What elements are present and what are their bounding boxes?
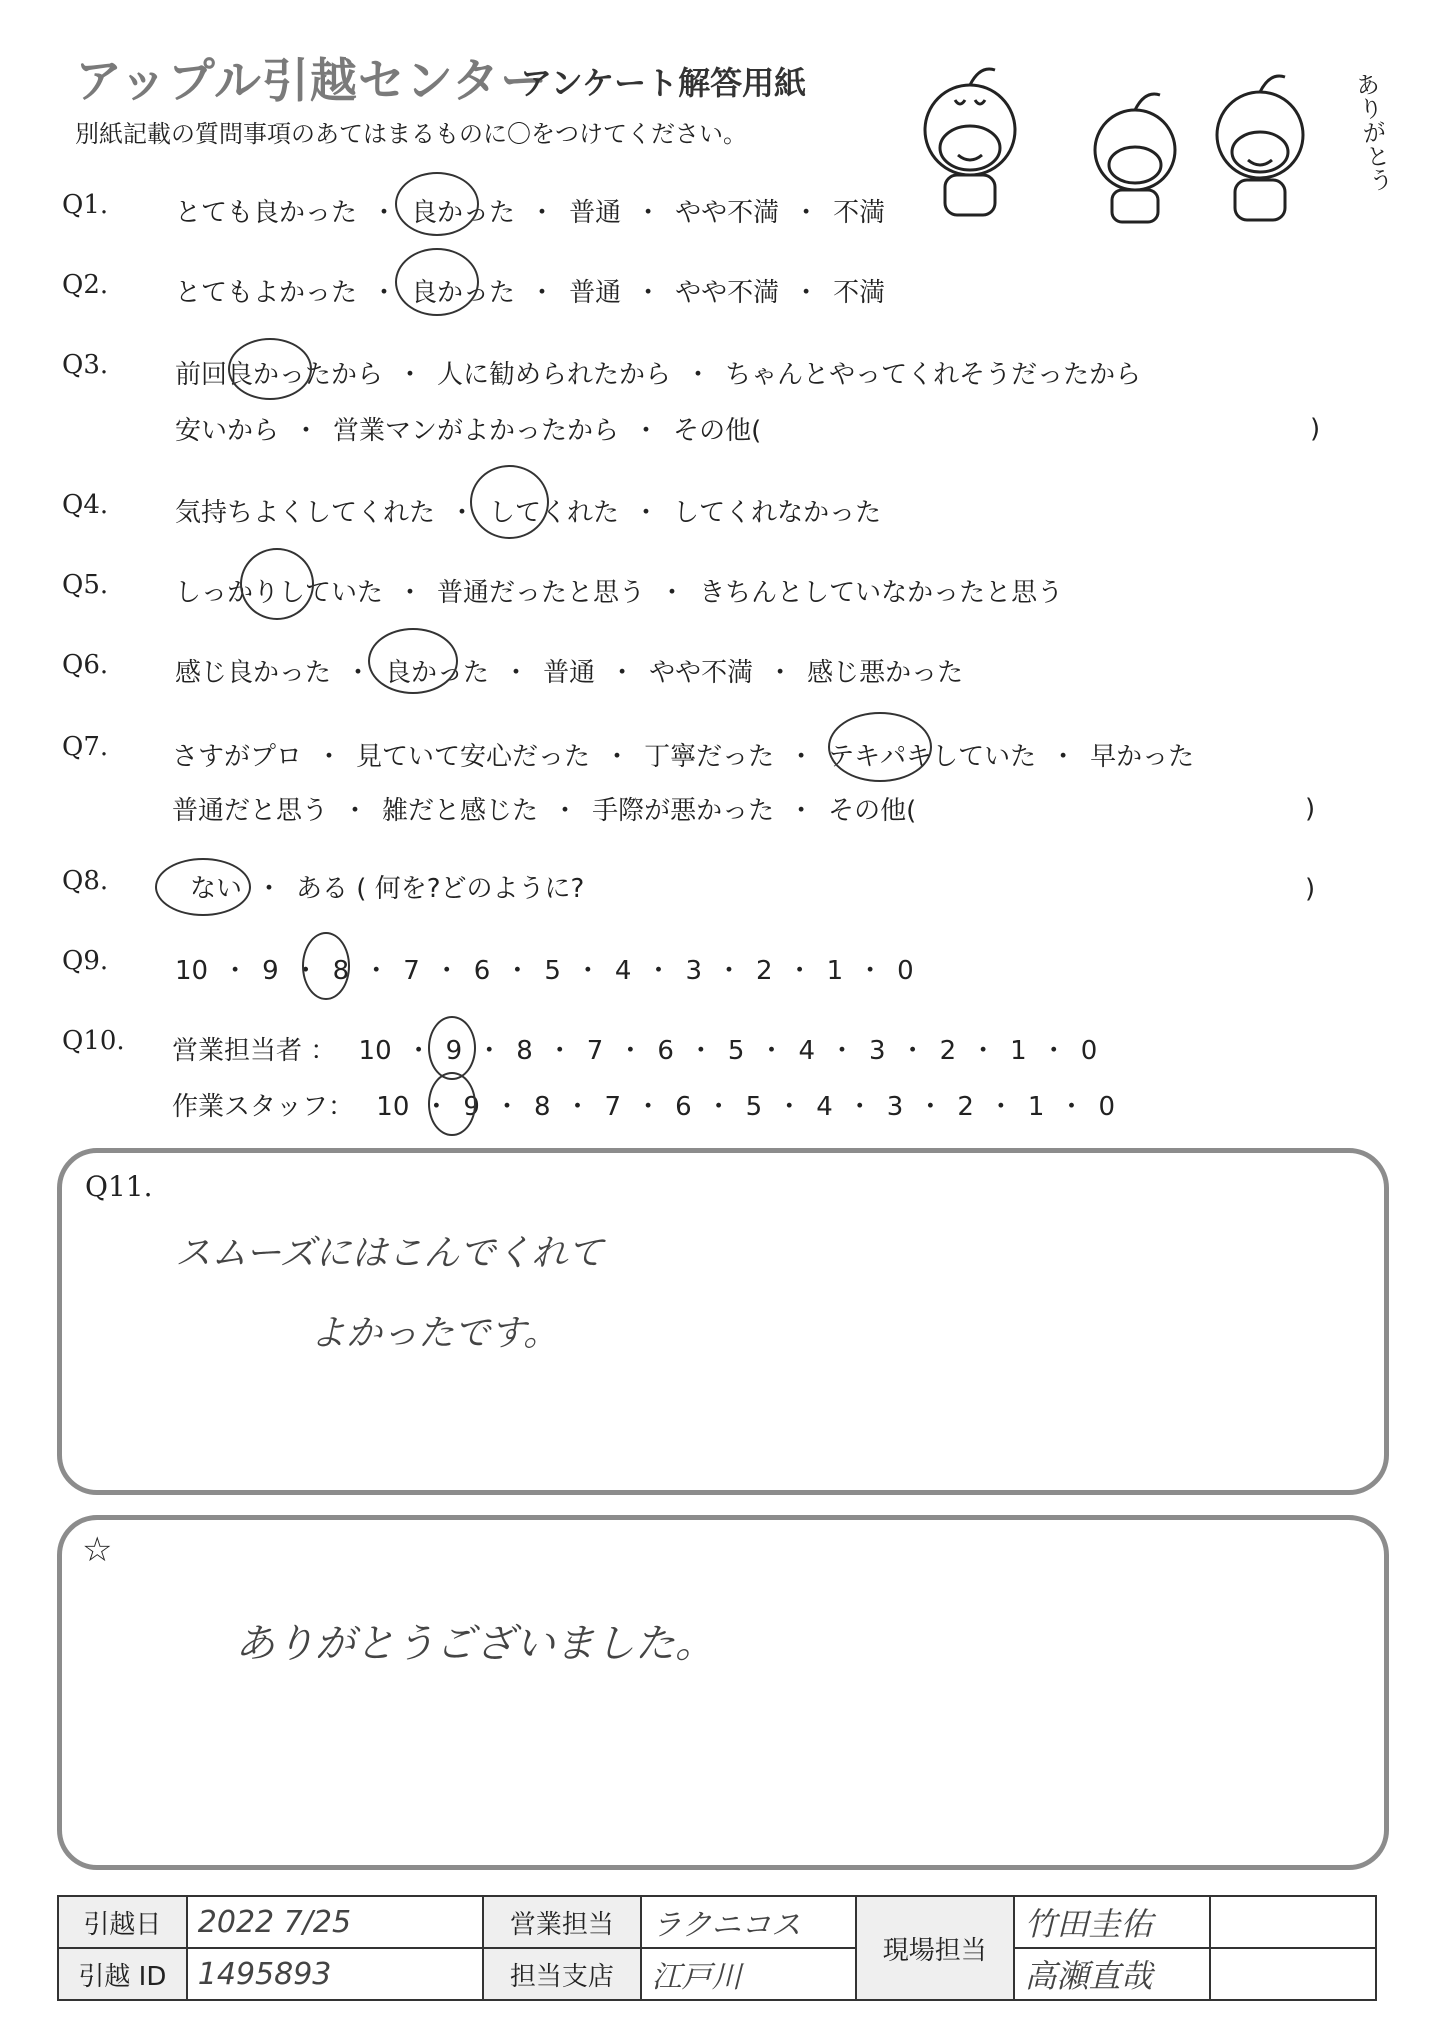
thanks-badge: ありがとう xyxy=(1349,70,1395,194)
q1-label: Q1. xyxy=(62,190,109,220)
q7-label: Q7. xyxy=(62,732,109,762)
q10-sales-row: 営業担当者 ： 10 ・ 9 ・ 8 ・ 7 ・ 6 ・ 5 ・ 4 ・ 3 ・ 2 ・ 1 ・ 0 xyxy=(172,1036,1098,1066)
q9-score[interactable]: 0 xyxy=(897,956,914,986)
q3-option[interactable]: 人に勧められたから xyxy=(437,360,672,390)
q10-sales-score[interactable]: 5 xyxy=(727,1036,745,1066)
q10-staff-row: 作業スタッフ： 10 ・ 9 ・ 8 ・ 7 ・ 6 ・ 5 ・ 4 ・ 3 ・ 2 ・ 1 ・ 0 xyxy=(172,1092,1115,1122)
q8-options: ない ・ ある ( 何を?どのように? xyxy=(190,874,585,904)
q11-comment-box[interactable] xyxy=(57,1148,1389,1495)
q9-score[interactable]: 2 xyxy=(756,956,773,986)
q8-label: Q8. xyxy=(62,866,109,896)
q4-label: Q4. xyxy=(62,490,109,520)
q3-answer-circle xyxy=(228,338,312,400)
site-staff-empty-cell xyxy=(1210,1948,1376,2000)
q10-staff-score[interactable]: 4 xyxy=(816,1092,833,1122)
q4-options: 気持ちよくしてくれた ・ してくれた ・ してくれなかった xyxy=(175,498,882,528)
site-staff-2: 高瀬直哉 xyxy=(1014,1948,1210,2000)
star-icon: ☆ xyxy=(82,1530,113,1570)
q10-staff-score[interactable]: 0 xyxy=(1098,1092,1115,1122)
q2-answer-circle xyxy=(395,248,479,316)
q3-option[interactable]: 安いから xyxy=(175,416,280,446)
q10-staff-label: 作業スタッフ： xyxy=(172,1092,355,1122)
branch-value: 江戸川 xyxy=(641,1948,856,2000)
q9-score[interactable]: 6 xyxy=(473,956,491,986)
q2-option[interactable]: やや不満 xyxy=(675,278,780,308)
q8-option[interactable]: ある ( 何を?どのように? xyxy=(296,874,585,904)
q2-option[interactable]: 普通 xyxy=(569,278,622,308)
q5-option[interactable]: 普通だったと思う xyxy=(437,578,646,608)
q7-options-line2: 普通だと思う ・ 雑だと感じた ・ 手際が悪かった ・ その他( xyxy=(172,796,917,826)
q4-answer-circle xyxy=(470,465,549,539)
instruction-text: 別紙記載の質問事項のあてはまるものに〇をつけてください。 xyxy=(75,120,747,148)
q10-sales-score[interactable]: 3 xyxy=(869,1036,886,1066)
q10-staff-score[interactable]: 5 xyxy=(745,1092,763,1122)
q1-options: とても良かった ・ 良かった ・ 普通 ・ やや不満 ・ 不満 xyxy=(175,198,886,228)
q7-answer-circle xyxy=(828,712,932,782)
q5-label: Q5. xyxy=(62,570,109,600)
q3-options-line2: 安いから ・ 営業マンがよかったから ・ その他( xyxy=(175,416,762,446)
q9-answer-circle xyxy=(302,932,350,1000)
q9-score[interactable]: 7 xyxy=(403,956,420,986)
brand-title: アップル引越センター xyxy=(75,54,548,109)
q2-label: Q2. xyxy=(62,270,109,300)
q9-scale: 10 ・ 9 ・ 8 ・ 7 ・ 6 ・ 5 ・ 4 ・ 3 ・ 2 ・ 1 ・ 0 xyxy=(175,956,914,986)
q5-options: しっかりしていた ・ 普通だったと思う ・ きちんとしていなかったと思う xyxy=(175,578,1064,608)
q11-comment-line1: スムーズにはこんでくれて xyxy=(175,1233,604,1274)
q10-sales-score[interactable]: 10 xyxy=(358,1036,392,1066)
q10-staff-score-selected[interactable]: 9 xyxy=(463,1092,480,1122)
q7-option[interactable]: さすがプロ xyxy=(172,742,303,772)
q9-score[interactable]: 9 xyxy=(262,956,279,986)
q7-option[interactable]: 普通だと思う xyxy=(172,796,329,826)
q5-option-selected[interactable]: しっかりしていた xyxy=(175,578,384,608)
site-staff-label: 現場担当 xyxy=(856,1896,1014,2000)
q9-score[interactable]: 3 xyxy=(685,956,703,986)
star-message: ありがとうございました。 xyxy=(235,1621,715,1667)
q1-option[interactable]: とても良かった xyxy=(175,198,358,228)
q9-score[interactable]: 5 xyxy=(544,956,561,986)
q10-staff-score[interactable]: 3 xyxy=(886,1092,904,1122)
q10-sales-score[interactable]: 2 xyxy=(939,1036,957,1066)
q3-label: Q3. xyxy=(62,350,109,380)
q10-sales-score[interactable]: 8 xyxy=(516,1036,533,1066)
sales-rep-value: ラクニコス xyxy=(641,1896,856,1948)
q10-sales-label: 営業担当者 ： xyxy=(172,1036,337,1066)
q10-sales-score[interactable]: 6 xyxy=(657,1036,674,1066)
q7-option-other[interactable]: その他( xyxy=(828,796,917,826)
q2-option[interactable]: 不満 xyxy=(833,278,886,308)
move-id-value: 1495893 xyxy=(187,1948,483,2000)
move-date-value: 2022 7/25 xyxy=(187,1896,483,1948)
q2-options: とてもよかった ・ 良かった ・ 普通 ・ やや不満 ・ 不満 xyxy=(175,278,886,308)
q9-score-selected[interactable]: 8 xyxy=(332,956,350,986)
q10-sales-answer-circle xyxy=(428,1016,476,1080)
q10-sales-score-selected[interactable]: 9 xyxy=(445,1036,463,1066)
q9-score[interactable]: 4 xyxy=(614,956,632,986)
q2-option[interactable]: とてもよかった xyxy=(175,278,358,308)
q7-option[interactable]: 丁寧だった xyxy=(644,742,775,772)
q6-option-selected[interactable]: 良かった xyxy=(385,658,490,688)
q6-option[interactable]: 感じ悪かった xyxy=(807,658,964,688)
q1-answer-circle xyxy=(395,172,479,236)
q8-answer-circle xyxy=(155,858,251,916)
q9-score[interactable]: 10 xyxy=(175,956,209,986)
q10-staff-score[interactable]: 6 xyxy=(675,1092,692,1122)
q8-option-selected[interactable]: ない xyxy=(190,874,243,904)
q1-option[interactable]: やや不満 xyxy=(675,198,780,228)
q7-option[interactable]: 見ていて安心だった xyxy=(356,742,591,772)
q6-option[interactable]: 普通 xyxy=(543,658,596,688)
q10-sales-score[interactable]: 4 xyxy=(798,1036,815,1066)
q1-option[interactable]: 不満 xyxy=(833,198,886,228)
mascot-illustration xyxy=(880,60,1340,230)
q11-label: Q11. xyxy=(85,1170,153,1203)
q7-option-selected[interactable]: テキパキしていた xyxy=(828,742,1037,772)
q6-answer-circle xyxy=(368,628,458,694)
q5-option[interactable]: きちんとしていなかったと思う xyxy=(699,578,1064,608)
form-title: アンケート解答用紙 xyxy=(520,64,807,102)
q3-option-selected[interactable]: 前回良かったから xyxy=(175,360,384,390)
q3-close-paren: ) xyxy=(1310,414,1321,444)
q9-score[interactable]: 1 xyxy=(826,956,844,986)
q1-option[interactable]: 普通 xyxy=(569,198,622,228)
q3-option[interactable]: 営業マンがよかったから xyxy=(333,416,620,446)
q10-staff-score[interactable]: 7 xyxy=(604,1092,622,1122)
q6-options: 感じ良かった ・ 良かった ・ 普通 ・ やや不満 ・ 感じ悪かった xyxy=(175,658,964,688)
q4-option[interactable]: してくれなかった xyxy=(673,498,882,528)
q5-answer-circle xyxy=(240,548,314,620)
q10-staff-score[interactable]: 2 xyxy=(957,1092,974,1122)
q8-close-paren: ) xyxy=(1305,874,1316,904)
move-id-label: 引越 ID xyxy=(58,1948,187,2000)
branch-label: 担当支店 xyxy=(483,1948,641,2000)
star-message-box[interactable] xyxy=(57,1515,1389,1870)
q10-sales-score[interactable]: 1 xyxy=(1010,1036,1027,1066)
q7-close-paren: ) xyxy=(1305,794,1316,824)
q9-label: Q9. xyxy=(62,946,109,976)
q10-staff-score[interactable]: 10 xyxy=(376,1092,410,1122)
q6-label: Q6. xyxy=(62,650,109,680)
q3-options-line1: 前回良かったから ・ 人に勧められたから ・ ちゃんとやってくれそうだったから xyxy=(175,360,1142,390)
q4-option[interactable]: 気持ちよくしてくれた xyxy=(175,498,436,528)
q10-staff-score[interactable]: 1 xyxy=(1027,1092,1045,1122)
q6-option[interactable]: やや不満 xyxy=(649,658,754,688)
q11-comment-line2: よかったです。 xyxy=(310,1313,560,1354)
q6-option[interactable]: 感じ良かった xyxy=(175,658,332,688)
q10-label: Q10. xyxy=(62,1026,125,1056)
q10-sales-score[interactable]: 7 xyxy=(586,1036,604,1066)
q3-option[interactable]: ちゃんとやってくれそうだったから xyxy=(725,360,1142,390)
site-staff-1: 竹田圭佑 xyxy=(1014,1896,1210,1948)
move-date-label: 引越日 xyxy=(58,1896,187,1948)
q7-options-line1: さすがプロ ・ 見ていて安心だった ・ 丁寧だった ・ テキパキしていた ・ 早かった xyxy=(172,742,1195,772)
q10-sales-score[interactable]: 0 xyxy=(1080,1036,1098,1066)
q7-option[interactable]: 手際が悪かった xyxy=(592,796,775,826)
q4-option-selected[interactable]: してくれた xyxy=(489,498,620,528)
q1-option-selected[interactable]: 良かった xyxy=(411,198,516,228)
q2-option-selected[interactable]: 良かった xyxy=(411,278,516,308)
q10-staff-score[interactable]: 8 xyxy=(533,1092,551,1122)
q7-option[interactable]: 早かった xyxy=(1090,742,1195,772)
q3-option-other[interactable]: その他( xyxy=(673,416,762,446)
q10-staff-answer-circle xyxy=(428,1072,476,1136)
q7-option[interactable]: 雑だと感じた xyxy=(382,796,539,826)
sales-rep-label: 営業担当 xyxy=(483,1896,641,1948)
move-info-table xyxy=(57,1895,1377,2001)
site-staff-empty-cell xyxy=(1210,1896,1376,1948)
